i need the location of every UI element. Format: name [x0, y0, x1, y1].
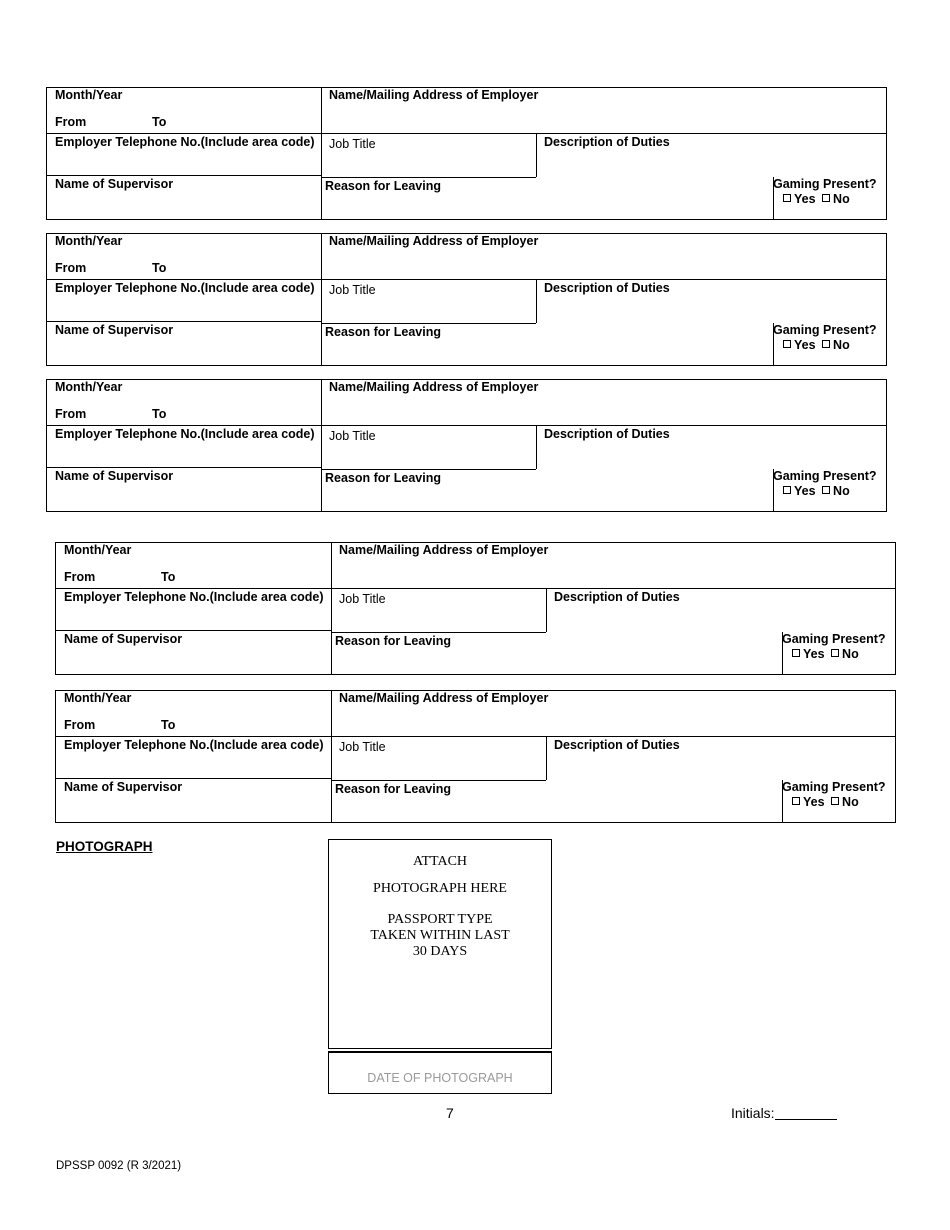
- supervisor-field[interactable]: [47, 175, 321, 219]
- duties-label: Description of Duties: [544, 281, 670, 295]
- gaming-present-field: [773, 177, 886, 219]
- supervisor-label: Name of Supervisor: [64, 780, 183, 794]
- photo-instruction-3: PASSPORT TYPE: [387, 912, 493, 927]
- employment-block: [46, 233, 887, 366]
- employer-phone-field[interactable]: [47, 279, 321, 321]
- month-year-label: Month/Year: [64, 691, 132, 705]
- to-label: To: [161, 570, 176, 584]
- month-year-field[interactable]: [47, 88, 321, 133]
- reason-field[interactable]: [331, 780, 782, 822]
- month-year-field[interactable]: [56, 543, 331, 588]
- gaming-present-label: Gaming Present?: [782, 780, 886, 794]
- employer-phone-field[interactable]: [56, 736, 331, 778]
- employer-address-label: Name/Mailing Address of Employer: [329, 380, 539, 394]
- to-label: To: [152, 261, 167, 275]
- employer-phone-label: Employer Telephone No.(Include area code): [55, 135, 315, 149]
- duties-field[interactable]: [546, 736, 895, 780]
- job-title-field[interactable]: [321, 133, 536, 177]
- no-checkbox[interactable]: [822, 194, 830, 202]
- to-label: To: [152, 407, 167, 421]
- no-checkbox[interactable]: [822, 486, 830, 494]
- month-year-label: Month/Year: [64, 543, 132, 557]
- employer-address-label: Name/Mailing Address of Employer: [339, 543, 549, 557]
- photo-instruction-5: 30 DAYS: [412, 944, 468, 959]
- duties-label: Description of Duties: [544, 135, 670, 149]
- no-checkbox[interactable]: [831, 649, 839, 657]
- employer-address-field[interactable]: [331, 691, 895, 736]
- employer-address-label: Name/Mailing Address of Employer: [329, 234, 539, 248]
- initials-label: Initials:: [731, 1105, 775, 1121]
- duties-field[interactable]: [536, 425, 886, 469]
- duties-field[interactable]: [536, 279, 886, 323]
- from-label: From: [64, 570, 96, 584]
- yes-checkbox[interactable]: [783, 194, 791, 202]
- employer-phone-field[interactable]: [56, 588, 331, 630]
- employer-phone-label: Employer Telephone No.(Include area code): [64, 738, 324, 752]
- employer-address-label: Name/Mailing Address of Employer: [329, 88, 539, 102]
- photograph-attach-box[interactable]: [328, 839, 552, 1049]
- initials-field[interactable]: [731, 1105, 837, 1121]
- employer-phone-field[interactable]: [47, 425, 321, 467]
- gaming-options: [783, 484, 850, 498]
- month-year-label: Month/Year: [55, 234, 123, 248]
- month-year-field[interactable]: [47, 380, 321, 425]
- supervisor-label: Name of Supervisor: [64, 632, 183, 646]
- gaming-present-label: Gaming Present?: [782, 632, 886, 646]
- employment-block: [46, 379, 887, 512]
- supervisor-field[interactable]: [56, 778, 331, 822]
- job-title-field[interactable]: [331, 588, 546, 632]
- job-title-label: Job Title: [329, 429, 376, 443]
- gaming-present-label: Gaming Present?: [773, 469, 877, 483]
- page-number: 7: [446, 1105, 454, 1121]
- job-title-label: Job Title: [339, 592, 386, 606]
- yes-checkbox[interactable]: [783, 486, 791, 494]
- no-label: No: [842, 647, 859, 661]
- yes-label: Yes: [794, 338, 816, 352]
- from-label: From: [55, 407, 87, 421]
- gaming-options: [792, 795, 859, 809]
- form-number: DPSSP 0092 (R 3/2021): [56, 1160, 182, 1172]
- employer-phone-field[interactable]: [47, 133, 321, 175]
- yes-checkbox[interactable]: [792, 649, 800, 657]
- gaming-present-field: [773, 469, 886, 511]
- supervisor-label: Name of Supervisor: [55, 469, 174, 483]
- no-label: No: [833, 338, 850, 352]
- duties-label: Description of Duties: [544, 427, 670, 441]
- supervisor-label: Name of Supervisor: [55, 323, 174, 337]
- gaming-options: [783, 192, 850, 206]
- duties-field[interactable]: [536, 133, 886, 177]
- supervisor-label: Name of Supervisor: [55, 177, 174, 191]
- date-of-photograph-label: DATE OF PHOTOGRAPH: [367, 1071, 513, 1085]
- no-checkbox[interactable]: [822, 340, 830, 348]
- month-year-field[interactable]: [56, 691, 331, 736]
- employer-address-field[interactable]: [321, 380, 886, 425]
- yes-checkbox[interactable]: [783, 340, 791, 348]
- job-title-label: Job Title: [329, 137, 376, 151]
- from-label: From: [55, 115, 87, 129]
- reason-field[interactable]: [321, 323, 773, 365]
- to-label: To: [161, 718, 176, 732]
- reason-field[interactable]: [331, 632, 782, 674]
- photo-instruction-1: ATTACH: [412, 854, 468, 869]
- employer-address-field[interactable]: [321, 234, 886, 279]
- job-title-field[interactable]: [321, 425, 536, 469]
- gaming-options: [792, 647, 859, 661]
- employer-phone-label: Employer Telephone No.(Include area code): [55, 427, 315, 441]
- photo-instruction-2: PHOTOGRAPH HERE: [373, 881, 507, 896]
- no-checkbox[interactable]: [831, 797, 839, 805]
- no-label: No: [842, 795, 859, 809]
- supervisor-field[interactable]: [47, 321, 321, 365]
- job-title-label: Job Title: [339, 740, 386, 754]
- duties-label: Description of Duties: [554, 738, 680, 752]
- gaming-present-label: Gaming Present?: [773, 177, 877, 191]
- employment-block: [46, 87, 887, 220]
- gaming-present-field: [782, 780, 895, 822]
- employer-address-label: Name/Mailing Address of Employer: [339, 691, 549, 705]
- month-year-label: Month/Year: [55, 380, 123, 394]
- month-year-field[interactable]: [47, 234, 321, 279]
- month-year-label: Month/Year: [55, 88, 123, 102]
- no-label: No: [833, 484, 850, 498]
- yes-label: Yes: [803, 795, 825, 809]
- gaming-present-label: Gaming Present?: [773, 323, 877, 337]
- job-title-field[interactable]: [321, 279, 536, 323]
- gaming-present-field: [773, 323, 886, 365]
- yes-label: Yes: [794, 484, 816, 498]
- reason-field[interactable]: [321, 469, 773, 511]
- reason-label: Reason for Leaving: [335, 782, 451, 796]
- job-title-field[interactable]: [331, 736, 546, 780]
- duties-field[interactable]: [546, 588, 895, 632]
- yes-label: Yes: [803, 647, 825, 661]
- photo-instruction-4: TAKEN WITHIN LAST: [370, 928, 510, 943]
- supervisor-field[interactable]: [56, 630, 331, 674]
- to-label: To: [152, 115, 167, 129]
- from-label: From: [55, 261, 87, 275]
- employer-address-field[interactable]: [321, 88, 886, 133]
- reason-label: Reason for Leaving: [325, 179, 441, 193]
- yes-checkbox[interactable]: [792, 797, 800, 805]
- supervisor-field[interactable]: [47, 467, 321, 511]
- date-of-photograph-field[interactable]: [328, 1051, 552, 1094]
- reason-label: Reason for Leaving: [335, 634, 451, 648]
- employer-phone-label: Employer Telephone No.(Include area code): [64, 590, 324, 604]
- reason-field[interactable]: [321, 177, 773, 219]
- reason-label: Reason for Leaving: [325, 325, 441, 339]
- employer-phone-label: Employer Telephone No.(Include area code): [55, 281, 315, 295]
- yes-label: Yes: [794, 192, 816, 206]
- job-title-label: Job Title: [329, 283, 376, 297]
- duties-label: Description of Duties: [554, 590, 680, 604]
- initials-line[interactable]: [775, 1105, 837, 1120]
- no-label: No: [833, 192, 850, 206]
- gaming-options: [783, 338, 850, 352]
- gaming-present-field: [782, 632, 895, 674]
- reason-label: Reason for Leaving: [325, 471, 441, 485]
- employment-block: [55, 690, 896, 823]
- employment-block: [55, 542, 896, 675]
- from-label: From: [64, 718, 96, 732]
- photograph-heading: PHOTOGRAPH: [56, 839, 153, 854]
- employer-address-field[interactable]: [331, 543, 895, 588]
